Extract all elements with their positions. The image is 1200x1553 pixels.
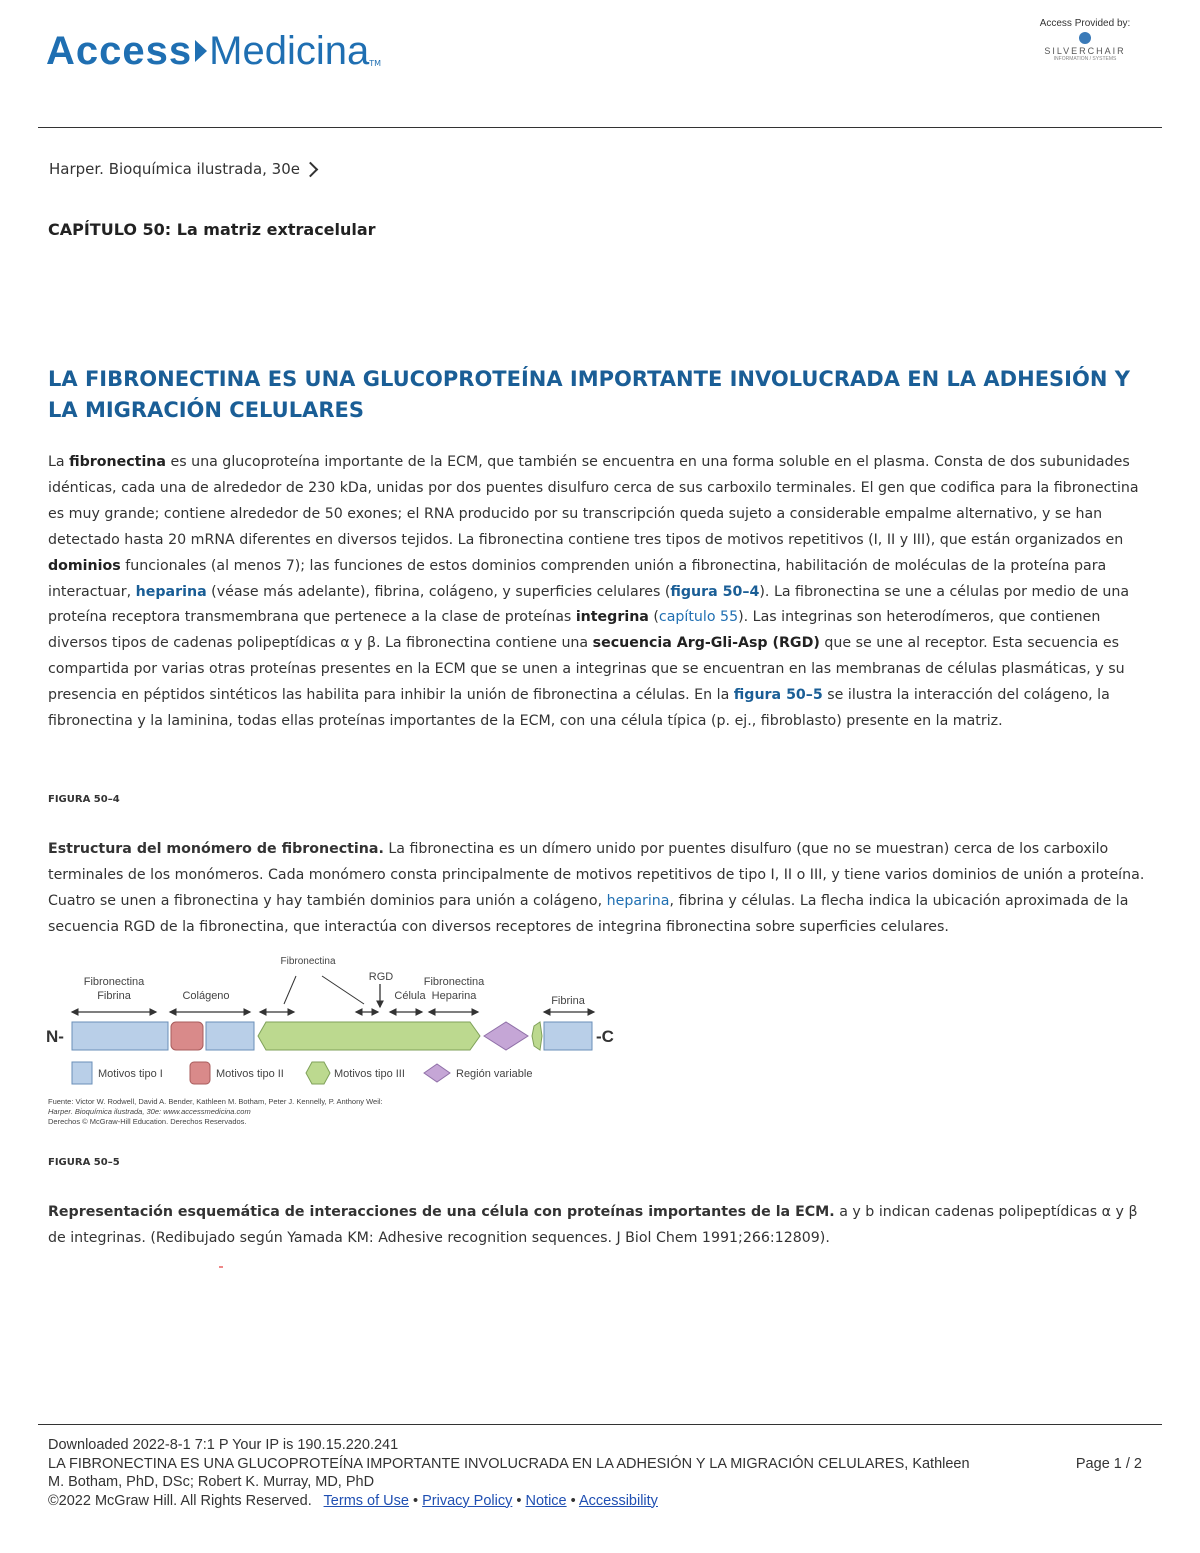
variable-region [484, 1022, 528, 1050]
footer-download-info: Downloaded 2022-8-1 7:1 P Your IP is 190.15.220.241 [48, 1437, 399, 1453]
figure-50-4-label: FIGURA 50–4 [48, 794, 120, 805]
text-run: La fibronectina es un dímero unido por puentes disulfuro (que no se muestran) cerca de los carboxilo terminales de los monómeros. Cada monómero consta principalmente de motivos repetitivos de tipo I, II o III, y tiene varios dominios de unión a proteína. Cuatro se unen a fibronectina y hay también dominios para unión a colágeno, [48, 841, 1145, 909]
page-footer [48, 1436, 1158, 1510]
text-run: se ilustra la interacción del colágeno, la fibronectina y la laminina, todas ellas proteínas importantes de la ECM, con una célula típica (p. ej., fibroblasto) presente en la matriz. [48, 687, 1110, 730]
figure-source-3: Derechos © McGraw-Hill Education. Derechos Reservados. [48, 1117, 247, 1126]
term-rgd: secuencia Arg-Gli-Asp (RGD) [592, 635, 820, 652]
legend-type3: Motivos tipo III [334, 1068, 405, 1080]
legend-type1: Motivos tipo I [98, 1068, 163, 1080]
type2-motif-block [171, 1022, 203, 1050]
figure-source-1: Fuente: Victor W. Rodwell, David A. Bender, Kathleen M. Botham, Peter J. Kennelly, P. Anthony Weil: [48, 1097, 383, 1106]
figure-source-2: Harper. Bioquímica ilustrada, 30e: www.accessmedicina.com [48, 1107, 251, 1116]
text-run: a y b indican cadenas polipeptídicas α y β de integrinas. (Redibujado según Yamada KM: Adhesive recognition sequences. J Biol Chem 1991;266:12809). [48, 1204, 1138, 1246]
link-figura-50-4[interactable]: figura 50–4 [670, 583, 760, 600]
legend-type2: Motivos tipo II [216, 1068, 284, 1080]
logo-access-text: Access [46, 28, 193, 73]
text-run: que se une al receptor. Esta secuencia es compartida por varias otras proteínas presentes en la ECM que se unen a integrinas que se encuentran en las membranas de células plasmáticas, y su presencia en péptidos sintéticos las habilita para inhibir la unión de fibronectina a células. En la [48, 635, 1125, 704]
privacy-policy-link[interactable]: Privacy Policy [422, 1492, 513, 1509]
label-fibronectina-2: Fibronectina [423, 976, 485, 988]
text-run: (véase más adelante), fibrina, colágeno, y superficies celulares ( [206, 583, 671, 600]
text-run: ). La fibronectina se une a células por medio de una proteína receptora transmembrana que pertenece a la clase de proteínas [48, 583, 1130, 626]
provider-logo-icon [1079, 32, 1091, 44]
type3-motif-small [532, 1022, 542, 1050]
label-fibronectina-1: Fibronectina [83, 976, 145, 988]
footer-divider [38, 1424, 1162, 1425]
terms-of-use-link[interactable]: Terms of Use [323, 1492, 409, 1509]
footer-citation-2: M. Botham, PhD, DSc; Robert K. Murray, MD, PhD [48, 1474, 375, 1490]
chevron-right-icon [303, 161, 319, 177]
page-number: Page 1 / 2 [1075, 1456, 1142, 1472]
footer-copyright: ©2022 McGraw Hill. All Rights Reserved. [48, 1492, 312, 1509]
c-terminus: -C [596, 1027, 614, 1046]
footer-links-row [48, 1492, 1158, 1511]
notice-link[interactable]: Notice [525, 1492, 567, 1509]
link-heparina[interactable]: heparina [606, 893, 670, 909]
legend-variable: Región variable [456, 1068, 533, 1080]
term-fibronectina: fibronectina [69, 454, 166, 470]
chapter-title: CAPÍTULO 50: La matriz extracelular [48, 220, 376, 239]
logo-arrow-icon [195, 40, 207, 62]
figure-50-5-caption [48, 1199, 1154, 1251]
main-paragraph [48, 450, 1154, 735]
type3-motif-block [258, 1022, 480, 1050]
leader-line-2 [322, 976, 364, 1004]
legend-swatch-type1 [72, 1062, 92, 1084]
breadcrumb[interactable] [49, 160, 316, 178]
accessmedicina-logo[interactable] [46, 26, 381, 76]
provided-by-label: Access Provided by: [1039, 18, 1131, 29]
label-heparina: Heparina [431, 990, 477, 1002]
label-fibronectina-top: Fibronectina [280, 956, 336, 967]
footer-citation-1: LA FIBRONECTINA ES UNA GLUCOPROTEÍNA IMPORTANTE INVOLUCRADA EN LA ADHESIÓN Y LA MIGRACIÓN CELULARES, Kathleen [48, 1455, 970, 1472]
legend-swatch-variable [424, 1064, 450, 1082]
leader-line-1 [284, 976, 296, 1004]
label-fibrina-2: Fibrina [551, 995, 585, 1007]
link-capitulo-55[interactable]: capítulo 55 [658, 609, 739, 626]
access-provided-by [1030, 18, 1140, 62]
provider-name: SILVERCHAIR [1044, 46, 1126, 56]
provider-sub: INFORMATION / SYSTEMS [1053, 56, 1117, 62]
accessibility-link[interactable]: Accessibility [578, 1492, 658, 1509]
figure-50-4-caption [48, 836, 1154, 940]
text-run: funcionales (al menos 7); las funciones de estos dominios comprenden unión a fibronectina, habilitación de moléculas de la proteína para interactuar, [48, 557, 1107, 600]
logo-tm: TM [369, 59, 381, 68]
link-figura-50-5[interactable]: figura 50–5 [733, 687, 823, 704]
footer-separator: • [413, 1492, 419, 1509]
text-run: ( [648, 609, 659, 626]
label-fibrina-1: Fibrina [97, 990, 131, 1002]
figure-50-5-label: FIGURA 50–5 [48, 1157, 120, 1168]
label-rgd: RGD [368, 971, 394, 983]
caption-title: Representación esquemática de interacciones de una célula con proteínas importantes de la ECM. [48, 1204, 835, 1220]
n-terminus: N- [46, 1027, 64, 1046]
link-heparina[interactable]: heparina [135, 583, 207, 600]
label-colageno: Colágeno [182, 990, 230, 1002]
caption-title: Estructura del monómero de fibronectina. [48, 841, 384, 857]
legend-swatch-type2 [190, 1062, 210, 1084]
footer-separator: • [516, 1492, 522, 1509]
text-run: es una glucoproteína importante de la ECM, que también se encuentra en una forma soluble en el plasma. Consta de dos subunidades idénticas, cada una de alrededor de 230 kDa, unidas por dos puentes disulfuro cerca de sus carboxilo terminales. El gen que codifica para la fibronectina es muy grande; contiene alrededor de 50 exones; el RNA producido por su transcripción queda sujeto a considerable empalme alternativo, y se han detectado hasta 20 mRNA diferentes en diversos tejidos. La fibronectina contiene tres tipos de motivos repetitivos (I, II y III), que están organizados en [48, 454, 1139, 548]
section-title: LA FIBRONECTINA ES UNA GLUCOPROTEÍNA IMPORTANTE INVOLUCRADA EN LA ADHESIÓN Y LA MIGRACIÓN CELULARES [48, 367, 1130, 422]
logo-medicina-text: Medicina [209, 28, 370, 73]
term-integrina: integrina [575, 609, 649, 626]
text-run: ). Las integrinas son heterodímeros, que contienen diversos tipos de cadenas polipeptídicas α y β. La fibronectina contiene una [48, 609, 1101, 652]
footer-separator: • [570, 1492, 576, 1509]
figure-50-5-image-stub [219, 1266, 223, 1268]
text-run: La [48, 454, 70, 470]
header-divider [38, 127, 1162, 128]
term-dominios: dominios [48, 557, 121, 574]
figure-50-4-diagram[interactable] [44, 952, 644, 1132]
legend-swatch-type3 [306, 1062, 330, 1084]
breadcrumb-book-link[interactable]: Harper. Bioquímica ilustrada, 30e [49, 160, 300, 178]
type1-motif-block-3 [544, 1022, 592, 1050]
type1-motif-block-1 [72, 1022, 168, 1050]
label-celula: Célula [394, 990, 426, 1002]
text-run: , fibrina y células. La flecha indica la ubicación aproximada de la secuencia RGD de la fibronectina, que interactúa con diversos receptores de integrina fibronectina sobre superficies celulares. [48, 893, 1129, 935]
type1-motif-block-2 [206, 1022, 254, 1050]
